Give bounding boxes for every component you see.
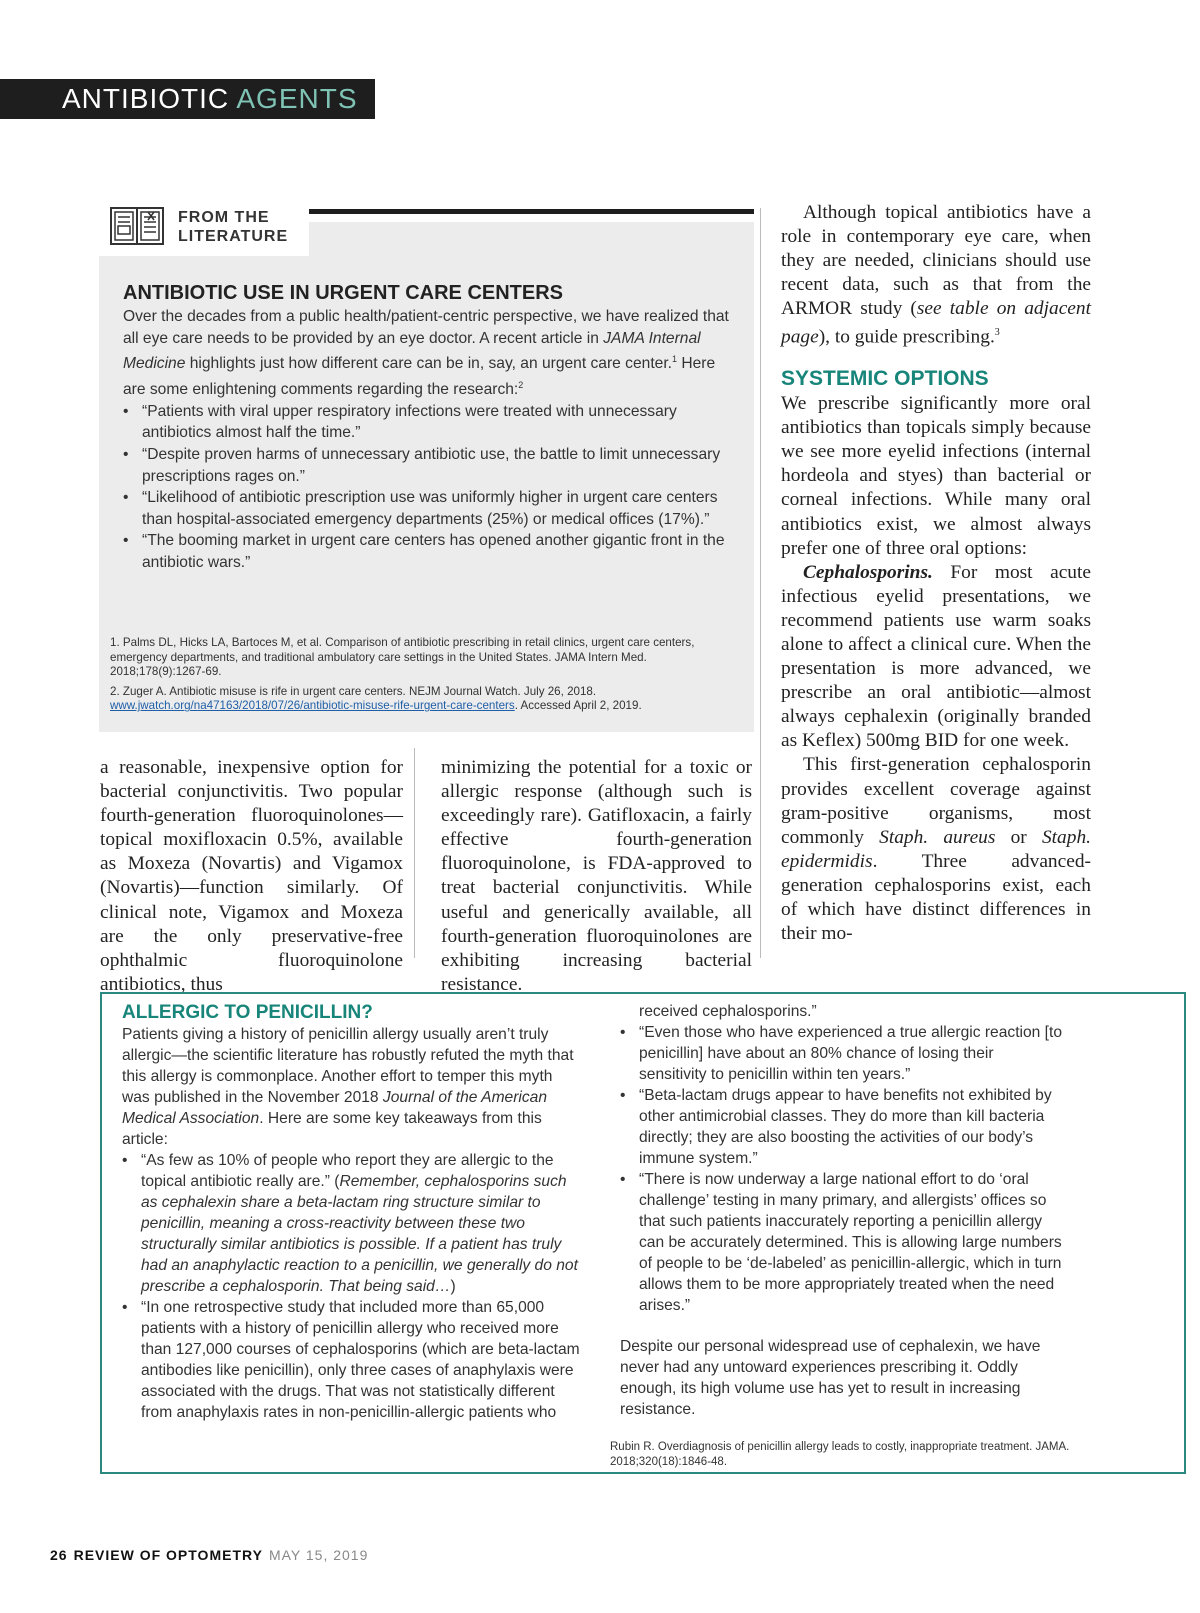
literature-title: ANTIBIOTIC USE IN URGENT CARE CENTERS	[123, 282, 564, 304]
reference-2-end: . Accessed April 2, 2019.	[514, 699, 642, 713]
para-3-text: For most acute infectious eyelid presentations, we recommend patients use warm soaks alone to affect a clinical cure. When the presentation is more advanced, we prescribe an oral antibiotic—almost always cephalexin (originally branded as Keflex) 500mg BID for one week.	[781, 561, 1091, 752]
column-3-para-1	[781, 201, 1091, 350]
literature-reference-2	[110, 685, 745, 714]
para-4-text: This first-generation cephalosporin provides excellent coverage against gram-positive organisms, most commonly	[781, 754, 1091, 848]
allergy-intro-text-2: . Here are some key takeaways from this article:	[122, 1110, 542, 1148]
cephalosporins-lead: Cephalosporins.	[803, 561, 933, 583]
allergy-column-2	[620, 1001, 1065, 1420]
literature-bullet: • “The booming market in urgent care centers has opened another gigantic front in the antibiotic wars.”	[123, 530, 735, 573]
book-icon	[108, 204, 166, 248]
page-footer	[50, 1547, 368, 1563]
literature-label-line2: LITERATURE	[178, 228, 289, 245]
page-number: 26	[50, 1547, 68, 1563]
para-1-ref-marker: 3	[994, 327, 1000, 339]
literature-references	[110, 636, 745, 719]
para-4-or: or	[995, 826, 1042, 848]
para-1-text: Although topical antibiotics have a role in contemporary eye care, when they are needed, clinicians should use recent data, such as that from the ARMOR study (	[781, 202, 1091, 320]
column-1-text: a reasonable, inexpensive option for bacterial conjunctivitis. Two popular fourth-generation fluoroquinolones—topical moxifloxacin 0.5%, available as Moxeza (Novartis) and Vigamox (Novartis)—function similarly. Of clinical note, Vigamox and Moxeza are the only preservative-free ophthalmic fluoroquinolone antibiotics, thus	[100, 757, 403, 995]
allergy-intro-journal: Journal of the American Medical Association	[122, 1089, 548, 1127]
literature-intro	[123, 306, 735, 401]
allergy-intro	[122, 1024, 584, 1150]
staph-aureus: Staph. aureus	[879, 826, 996, 848]
literature-reference-1: 1. Palms DL, Hicks LA, Bartoces M, et al. Comparison of antibiotic prescribing in retail clinics, urgent care centers, emergency departments, and traditional ambulatory care settings in the United States. JAMA Intern Med. 2018;178(9):1267-69.	[110, 636, 695, 679]
banner-word-agents: AGENTS	[236, 83, 358, 114]
literature-label-line1: FROM THE	[178, 209, 270, 226]
publication-name: REVIEW OF OPTOMETRY	[73, 1547, 263, 1563]
column-3-para-2: We prescribe significantly more oral antibiotics than topicals simply because we see more eyelid infections (internal hordeola and styes) than bacterial or corneal infections. While many oral antibiotics exist, we almost always prefer one of three oral options:	[781, 393, 1091, 559]
para-1-italic: see table on adjacent page	[781, 298, 1091, 348]
literature-intro-text-3: Here are some enlightening comments regarding the research:	[123, 355, 716, 399]
banner-word-antibiotic: ANTIBIOTIC	[62, 83, 230, 114]
para-4-text-2: . Three advanced-generation cephalosporins exist, each of which have distinct differences in their mo-	[781, 850, 1091, 945]
literature-ref-marker-2: 2	[518, 379, 524, 390]
literature-body	[123, 306, 735, 574]
column-3-para-3	[781, 561, 1091, 754]
literature-ref-marker-1: 1	[672, 354, 678, 365]
literature-bullet: • “Despite proven harms of unnecessary antibiotic use, the battle to limit unnecessary prescriptions rages on.”	[123, 444, 735, 487]
allergy-bullet	[122, 1150, 584, 1297]
literature-intro-text-2: highlights just how different care can be in, say, an urgent care center.	[185, 355, 672, 373]
allergy-bullet-1-text: “As few as 10% of people who report they are allergic to the topical antibiotic really are.” (	[141, 1152, 554, 1190]
body-column-1	[100, 756, 403, 997]
issue-date: MAY 15, 2019	[268, 1547, 369, 1563]
literature-bullet: • “Patients with viral upper respiratory infections were treated with unnecessary antibiotics almost half the time.”	[123, 401, 735, 444]
body-column-2	[441, 756, 752, 997]
column-divider	[414, 748, 415, 958]
reference-2-text: 2. Zuger A. Antibiotic misuse is rife in urgent care centers. NEJM Journal Watch. July 26, 2018.	[110, 684, 597, 698]
allergy-bullet-1-italic: Remember, cephalosporins such as cephalexin share a beta-lactam ring structure similar to penicillin, meaning a cross-reactivity between these two structurally similar antibiotics is possible. If a patient has truly had an anaphylactic reaction to a penicillin, we generally do not prescribe a cephalosporin. That being said…	[141, 1173, 578, 1295]
allergy-bullet-1-end: )	[450, 1278, 456, 1295]
allergy-bullet: • “Even those who have experienced a true allergic reaction [to penicillin] have about an 80% chance of losing their sensitivity to penicillin within ten years.”	[620, 1022, 1065, 1085]
column-divider	[760, 208, 761, 958]
section-banner	[0, 79, 375, 119]
body-column-3	[781, 201, 1091, 946]
literature-intro-text: Over the decades from a public health/patient-centric perspective, we have realized that all eye care needs to be provided by an eye doctor. A recent article in	[123, 308, 729, 347]
allergy-bullet: • “Beta-lactam drugs appear to have benefits not exhibited by other antimicrobial classes. They do more than kill bacteria directly; they are also boosting the activities of our body’s immune system.”	[620, 1085, 1065, 1169]
literature-bullet: • “Likelihood of antibiotic prescription use was uniformly higher in urgent care centers than hospital-associated emergency departments (25%) or medical offices (17%).”	[123, 487, 735, 530]
literature-label	[178, 208, 288, 246]
systemic-options-heading: SYSTEMIC OPTIONS	[781, 367, 989, 391]
literature-rule	[309, 209, 754, 214]
allergy-title: ALLERGIC TO PENICILLIN?	[122, 1002, 373, 1023]
column-2-text: minimizing the potential for a toxic or allergic response (although such is exceedingly rare). Gatifloxacin, a fairly effective fourth-generation fluoroquinolone, is FDA-approved to treat bacterial conjunctivitis. While useful and generically available, all fourth-generation fluoroquinolones are exhibiting increasing bacterial resistance.	[441, 757, 752, 995]
allergy-intro-text: Patients giving a history of penicillin allergy usually aren’t truly allergic—the scientific literature has robustly refuted the myth that this allergy is commonplace. Another effort to temper this myth was published in the November 2018	[122, 1026, 574, 1106]
allergy-bullet: • “In one retrospective study that included more than 65,000 patients with a history of penicillin allergy who received more than 127,000 courses of cephalosporins (which are beta-lactam antibodies like penicillin), only three cases of anaphylaxis were associated with the drugs. That was not statistically different from anaphylaxis rates in non-penicillin-allergic patients who	[122, 1297, 584, 1423]
staph-epidermidis: Staph. epidermidis	[781, 826, 1091, 872]
allergy-bullet-continuation: received cephalosporins.”	[639, 1003, 817, 1020]
allergy-closing: Despite our personal widespread use of cephalexin, we have never had any untoward experiences prescribing it. Oddly enough, its high volume use has yet to result in increasing resistance.	[620, 1338, 1041, 1418]
reference-2-link[interactable]: www.jwatch.org/na47163/2018/07/26/antibiotic-misuse-rife-urgent-care-centers	[110, 699, 515, 713]
para-1-text-2: ), to guide prescribing.	[818, 326, 995, 348]
literature-intro-journal: JAMA Internal Medicine	[123, 329, 701, 373]
allergy-bullet: • “There is now underway a large national effort to do ‘oral challenge’ testing in many primary, and allergists’ offices so that such patients inaccurately reporting a penicillin allergy can be accurately determined. This is allowing large numbers of people to be ‘de-labeled’ as penicillin-allergic, which in turn allows them to be more appropriately treated when the need arises.”	[620, 1169, 1065, 1316]
allergy-column-1	[122, 1024, 584, 1423]
column-3-para-4	[781, 753, 1091, 946]
allergy-reference: Rubin R. Overdiagnosis of penicillin allergy leads to costly, inappropriate treatment. JAMA. 2018;320(18):1846-48.	[610, 1441, 1070, 1468]
